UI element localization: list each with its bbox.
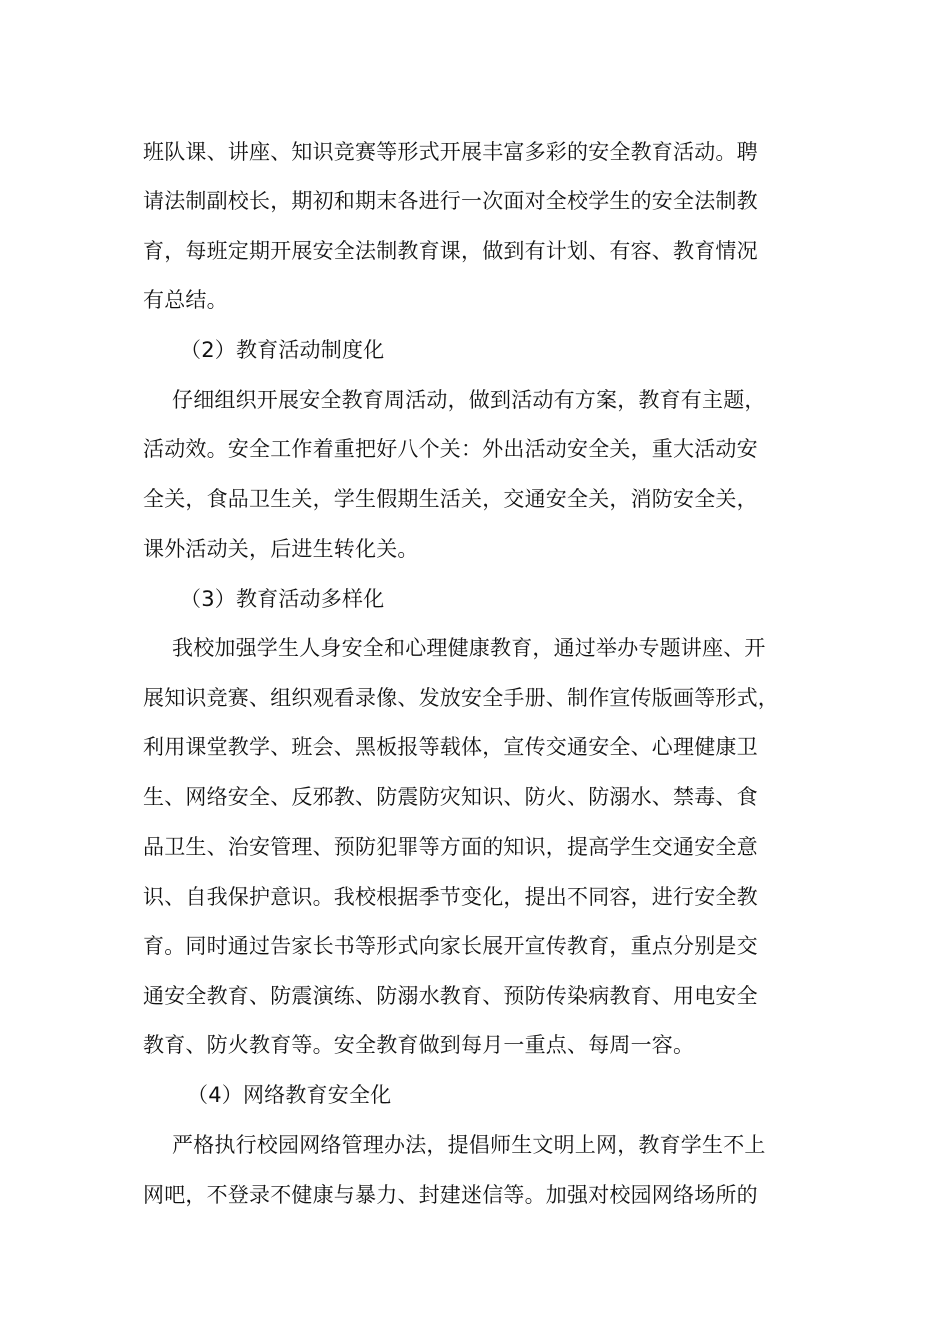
paragraph-line: 请法制副校长，期初和期末各进行一次面对全校学生的安全法制教 <box>143 189 758 213</box>
paragraph-line: 利用课堂教学、班会、黑板报等载体，宣传交通安全、心理健康卫 <box>143 735 758 759</box>
paragraph-line: 品卫生、治安管理、预防犯罪等方面的知识，提高学生交通安全意 <box>143 835 758 859</box>
paragraph-line: 仔细组织开展安全教育周活动，做到活动有方案，教育有主题， <box>172 388 766 412</box>
paragraph-line: 严格执行校园网络管理办法，提倡师生文明上网，教育学生不上 <box>172 1133 766 1157</box>
paragraph-line: 有总结。 <box>143 288 228 312</box>
section-heading: （2）教育活动制度化 <box>180 338 385 362</box>
paragraph-line: 课外活动关，后进生转化关。 <box>143 537 419 561</box>
paragraph-line: 活动效。安全工作着重把好八个关：外出活动安全关，重大活动安 <box>143 437 758 461</box>
paragraph-line: 全关，食品卫生关，学生假期生活关，交通安全关，消防安全关， <box>143 487 758 511</box>
paragraph-line: 展知识竞赛、组织观看录像、发放安全手册、制作宣传版画等形式， <box>143 686 779 710</box>
paragraph-line: 教育、防火教育等。安全教育做到每月一重点、每周一容。 <box>143 1033 695 1057</box>
paragraph-line: 育，每班定期开展安全法制教育课，做到有计划、有容、教育情况 <box>143 239 758 263</box>
section-heading: （4）网络教育安全化 <box>187 1083 392 1107</box>
paragraph-line: 育。同时通过告家长书等形式向家长展开宣传教育，重点分别是交 <box>143 934 758 958</box>
section-heading: （3）教育活动多样化 <box>180 587 385 611</box>
paragraph-line: 班队课、讲座、知识竞赛等形式开展丰富多彩的安全教育活动。聘 <box>143 140 758 164</box>
paragraph-line: 通安全教育、防震演练、防溺水教育、预防传染病教育、用电安全 <box>143 984 758 1008</box>
paragraph-line: 生、网络安全、反邪教、防震防灾知识、防火、防溺水、禁毒、食 <box>143 785 758 809</box>
paragraph-line: 我校加强学生人身安全和心理健康教育，通过举办专题讲座、开 <box>172 636 766 660</box>
paragraph-line: 识、自我保护意识。我校根据季节变化，提出不同容，进行安全教 <box>143 885 758 909</box>
paragraph-line: 网吧，不登录不健康与暴力、封建迷信等。加强对校园网络场所的 <box>143 1183 758 1207</box>
